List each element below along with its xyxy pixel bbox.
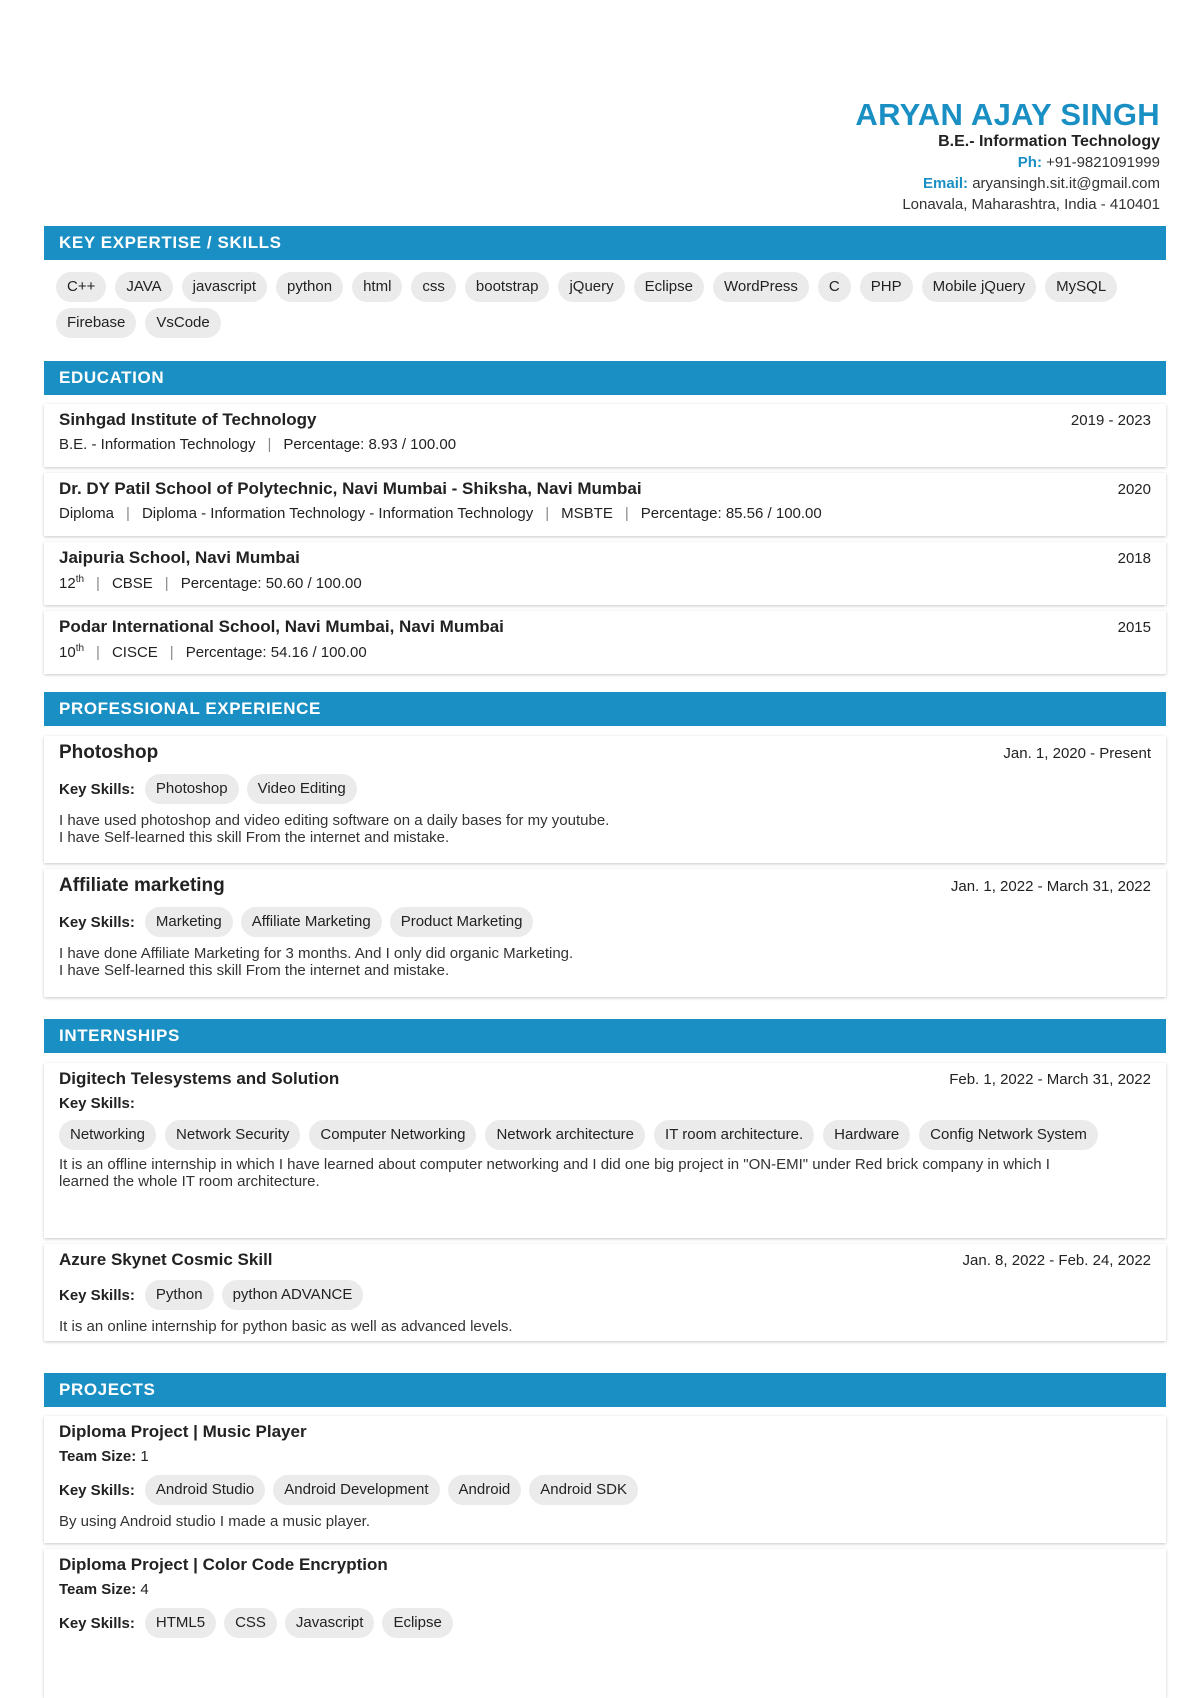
experience-key-skills <box>59 774 1151 804</box>
skill-tag: C <box>818 272 851 302</box>
skill-tag: CSS <box>224 1608 277 1638</box>
internship-description: It is an online internship for python basic as well as advanced levels. <box>59 1318 513 1335</box>
skill-tag: Eclipse <box>382 1608 452 1638</box>
internship-key-skills <box>59 1280 1151 1310</box>
project-key-skills <box>59 1475 1151 1505</box>
project-team-size: Team Size: 4 <box>59 1581 149 1598</box>
skill-tag: Android Development <box>273 1475 439 1505</box>
internship-item <box>44 1244 1166 1341</box>
key-skills-label: Key Skills: <box>59 780 135 798</box>
project-title: Diploma Project | Color Code Encryption <box>59 1555 388 1574</box>
education-years: 2020 <box>1117 481 1151 498</box>
skill-tag: Android Studio <box>145 1475 265 1505</box>
institution-name: Dr. DY Patil School of Polytechnic, Navi Mumbai - Shiksha, Navi Mumbai <box>59 479 642 498</box>
phone-label: Ph: <box>1017 154 1042 171</box>
key-skills-label: Key Skills: <box>59 913 135 931</box>
education-item <box>44 611 1166 674</box>
skill-tag: Photoshop <box>145 774 239 804</box>
skill-tag: C++ <box>56 272 106 302</box>
skill-tag: bootstrap <box>465 272 550 302</box>
skill-tag: Hardware <box>823 1120 910 1150</box>
education-item <box>44 473 1166 536</box>
education-years: 2019 - 2023 <box>1070 412 1151 429</box>
section-projects-heading: PROJECTS <box>44 1373 1166 1407</box>
skill-tag: HTML5 <box>145 1608 216 1638</box>
skill-tag: Affiliate Marketing <box>241 907 382 937</box>
experience-item <box>44 736 1166 863</box>
key-skills-label: Key Skills: <box>59 1286 135 1304</box>
education-board: CISCE <box>111 644 158 661</box>
key-skills-label: Key Skills: <box>59 1095 135 1112</box>
education-item <box>44 542 1166 605</box>
experience-title: Affiliate marketing <box>59 875 225 896</box>
resume-header <box>855 98 1160 215</box>
phone-line <box>855 152 1160 173</box>
skill-tag: python ADVANCE <box>222 1280 364 1310</box>
phone-value: +91-9821091999 <box>1046 154 1160 171</box>
section-skills-heading: KEY EXPERTISE / SKILLS <box>44 226 1166 260</box>
experience-key-skills <box>59 907 1151 937</box>
skill-tag: Firebase <box>56 308 136 338</box>
section-experience-heading: PROFESSIONAL EXPERIENCE <box>44 692 1166 726</box>
experience-dates: Jan. 1, 2020 - Present <box>1003 745 1151 762</box>
skill-tag: MySQL <box>1045 272 1117 302</box>
internship-title: Azure Skynet Cosmic Skill <box>59 1250 273 1269</box>
experience-description: I have used photoshop and video editing software on a daily bases for my youtube. I have Self-learned this skill From the internet and mistake. <box>59 812 610 846</box>
skill-tag: html <box>352 272 402 302</box>
project-item <box>44 1549 1166 1698</box>
internship-dates: Feb. 1, 2022 - March 31, 2022 <box>949 1071 1151 1088</box>
skills-list <box>56 272 1146 338</box>
education-years: 2018 <box>1117 550 1151 567</box>
skill-tag: Network architecture <box>485 1120 645 1150</box>
experience-title: Photoshop <box>59 742 159 763</box>
project-description: By using Android studio I made a music player. <box>59 1513 371 1530</box>
project-title: Diploma Project | Music Player <box>59 1422 307 1441</box>
education-grade: 10th <box>59 643 85 661</box>
skill-tag: Networking <box>59 1120 156 1150</box>
education-degree: B.E. - Information Technology <box>59 436 256 453</box>
project-team-size: Team Size: 1 <box>59 1448 149 1465</box>
education-item <box>44 404 1166 467</box>
skill-tag: Android SDK <box>529 1475 638 1505</box>
internship-skills <box>59 1120 1151 1150</box>
education-years: 2015 <box>1117 619 1151 636</box>
skill-tag: Python <box>145 1280 214 1310</box>
education-details: 12th | CBSE | Percentage: 50.60 / 100.00 <box>59 574 362 592</box>
education-grade: 12th <box>59 574 85 592</box>
experience-item <box>44 869 1166 997</box>
email-label: Email: <box>923 175 969 192</box>
skill-tag: css <box>411 272 456 302</box>
skill-tag: Config Network System <box>919 1120 1098 1150</box>
education-details: Diploma | Diploma - Information Technology - Information Technology | MSBTE | Percentage: 85.56 / 100.00 <box>59 505 822 522</box>
internship-title: Digitech Telesystems and Solution <box>59 1069 340 1088</box>
skill-tag: javascript <box>182 272 267 302</box>
education-level: Diploma <box>59 505 115 522</box>
skill-tag: python <box>276 272 343 302</box>
skill-tag: Mobile jQuery <box>922 272 1037 302</box>
internship-item <box>44 1063 1166 1238</box>
skill-tag: Android <box>448 1475 522 1505</box>
internship-dates: Jan. 8, 2022 - Feb. 24, 2022 <box>962 1252 1151 1269</box>
skill-tag: WordPress <box>713 272 809 302</box>
section-education-heading: EDUCATION <box>44 361 1166 395</box>
internship-description: It is an offline internship in which I have learned about computer networking and I did one big project in "ON-EMI" under Red brick company in which I learned the whole IT room architecture. <box>59 1156 1050 1190</box>
institution-name: Sinhgad Institute of Technology <box>59 410 317 429</box>
key-skills-label: Key Skills: <box>59 1481 135 1499</box>
candidate-name: ARYAN AJAY SINGH <box>855 97 1160 132</box>
experience-description: I have done Affiliate Marketing for 3 months. And I only did organic Marketing. I have Self-learned this skill From the internet and mistake. <box>59 945 574 979</box>
education-board: CBSE <box>111 575 153 592</box>
email-line <box>855 173 1160 194</box>
education-percentage: Percentage: 54.16 / 100.00 <box>185 644 367 661</box>
education-degree: Diploma - Information Technology - Information Technology <box>141 505 534 522</box>
skill-tag: JAVA <box>115 272 172 302</box>
education-percentage: Percentage: 85.56 / 100.00 <box>640 505 822 522</box>
project-item <box>44 1416 1166 1543</box>
skill-tag: Computer Networking <box>309 1120 476 1150</box>
skill-tag: Network Security <box>165 1120 300 1150</box>
skill-tag: Eclipse <box>634 272 704 302</box>
skill-tag: PHP <box>860 272 913 302</box>
skill-tag: Javascript <box>285 1608 375 1638</box>
skill-tag: jQuery <box>558 272 624 302</box>
institution-name: Jaipuria School, Navi Mumbai <box>59 548 300 567</box>
education-details: 10th | CISCE | Percentage: 54.16 / 100.00 <box>59 643 367 661</box>
project-key-skills <box>59 1608 1151 1638</box>
key-skills-label: Key Skills: <box>59 1614 135 1632</box>
education-percentage: Percentage: 8.93 / 100.00 <box>283 436 457 453</box>
education-details: B.E. - Information Technology | Percentage: 8.93 / 100.00 <box>59 436 457 453</box>
experience-dates: Jan. 1, 2022 - March 31, 2022 <box>950 878 1151 895</box>
skill-tag: Product Marketing <box>390 907 534 937</box>
skill-tag: Video Editing <box>247 774 357 804</box>
email-value[interactable]: aryansingh.sit.it@gmail.com <box>972 175 1160 192</box>
section-internships-heading: INTERNSHIPS <box>44 1019 1166 1053</box>
skill-tag: IT room architecture. <box>654 1120 814 1150</box>
candidate-degree: B.E.- Information Technology <box>938 133 1160 150</box>
institution-name: Podar International School, Navi Mumbai, Navi Mumbai <box>59 617 504 636</box>
education-percentage: Percentage: 50.60 / 100.00 <box>180 575 362 592</box>
skill-tag: Marketing <box>145 907 233 937</box>
skill-tag: VsCode <box>145 308 220 338</box>
location: Lonavala, Maharashtra, India - 410401 <box>902 196 1160 213</box>
resume-page <box>44 0 1166 1698</box>
education-board: MSBTE <box>561 505 613 522</box>
